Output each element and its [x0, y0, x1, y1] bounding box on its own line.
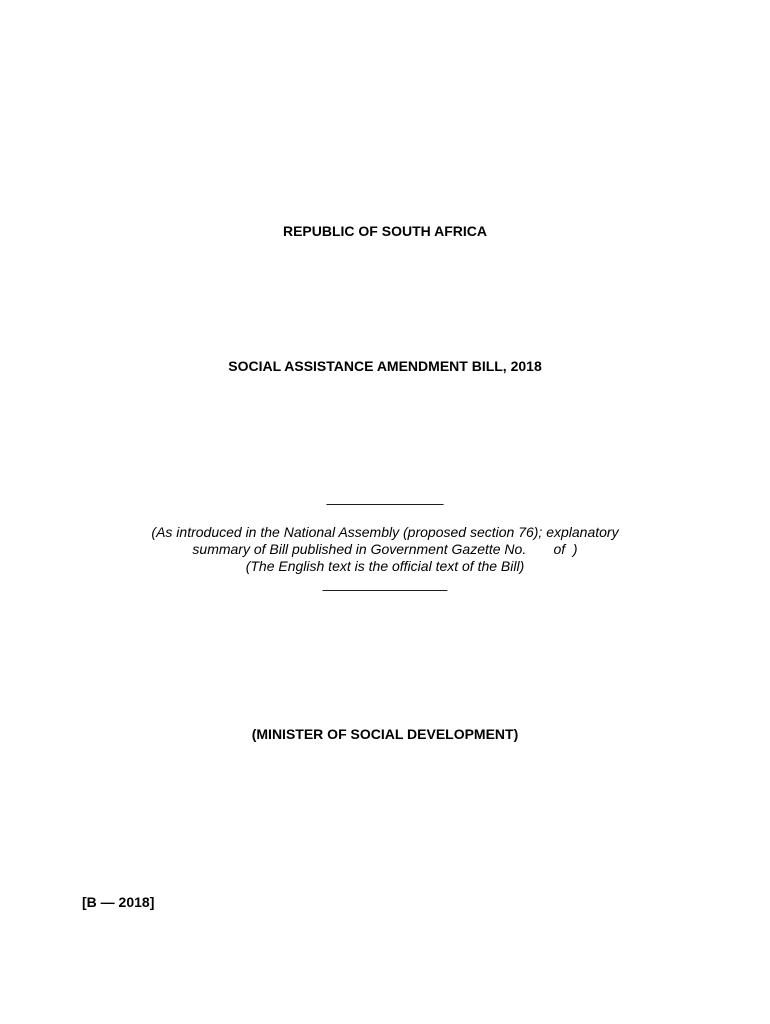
- intro-line: (The English text is the official text of the Bill): [245, 558, 525, 574]
- bill-number: [B — 2018]: [82, 894, 155, 910]
- bottom-separator-rule: ________________: [322, 575, 448, 591]
- country-heading: REPUBLIC OF SOUTH AFRICA: [282, 223, 488, 239]
- intro-line: summary of Bill published in Government Gazette No. of ): [192, 541, 578, 557]
- bill-title: SOCIAL ASSISTANCE AMENDMENT BILL, 2018: [228, 358, 542, 374]
- top-separator-rule: _______________: [326, 489, 444, 505]
- intro-line: (As introduced in the National Assembly (proposed section 76); explanatory: [151, 524, 619, 540]
- minister-heading: (MINISTER OF SOCIAL DEVELOPMENT): [251, 726, 519, 742]
